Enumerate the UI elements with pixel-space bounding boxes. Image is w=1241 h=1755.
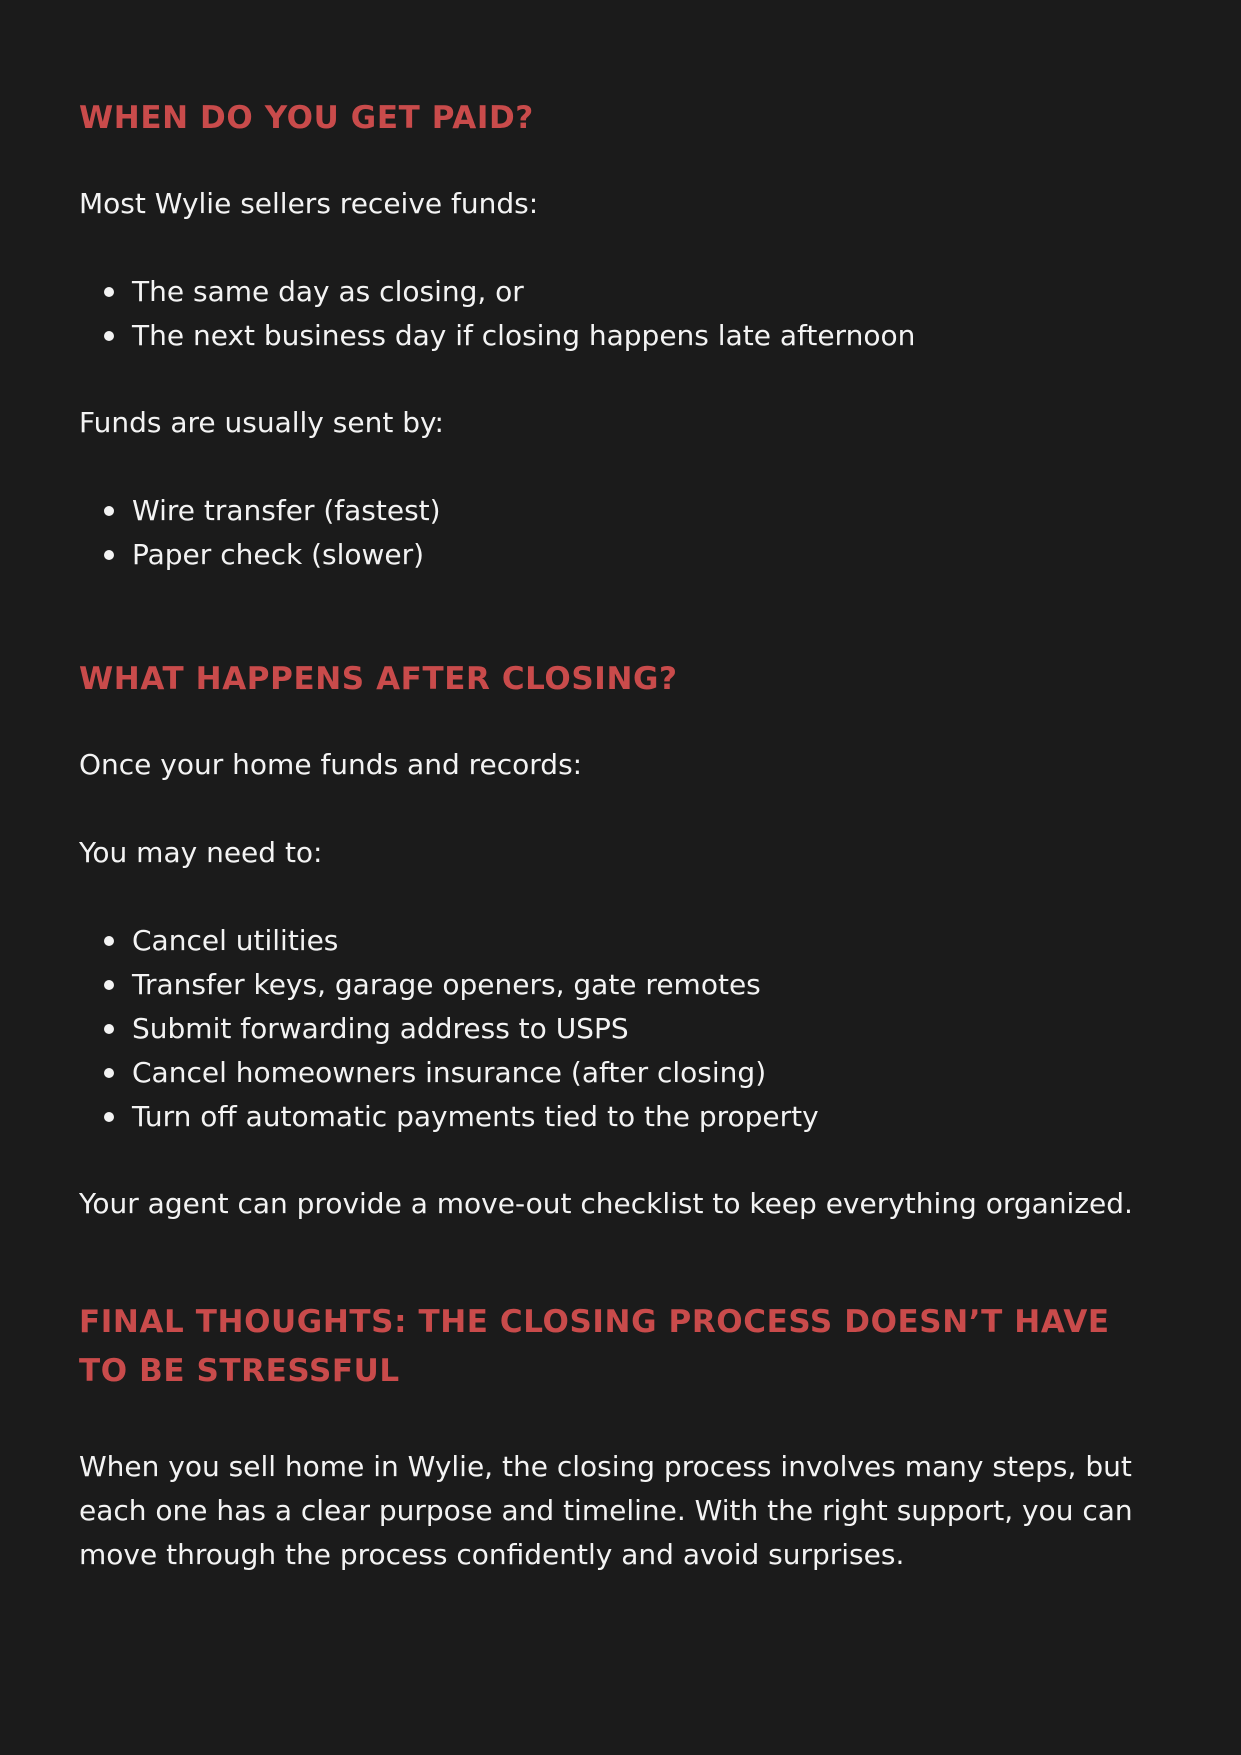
paragraph-funds-method: Funds are usually sent by:: [79, 406, 444, 439]
list-payment-methods: [79, 489, 1169, 577]
list-item: Cancel homeowners insurance (after closing): [132, 1051, 1169, 1095]
paragraph-once-funded: Once your home funds and records:: [79, 748, 583, 781]
bullet-icon: [104, 506, 114, 516]
bullet-icon: [104, 331, 114, 341]
paragraph-may-need: You may need to:: [79, 836, 323, 869]
list-item: Submit forwarding address to USPS: [132, 1007, 1169, 1051]
bullet-icon: [104, 980, 114, 990]
list-post-closing-tasks: [79, 919, 1169, 1139]
list-item: The next business day if closing happens late afternoon: [132, 314, 1169, 358]
section-heading-final-thoughts: FINAL THOUGHTS: THE CLOSING PROCESS DOESN’T HAVE TO BE STRESSFUL: [79, 1304, 1110, 1389]
list-item: Cancel utilities: [132, 919, 1169, 963]
bullet-icon: [104, 1112, 114, 1122]
paragraph-agent-checklist: Your agent can provide a move-out checklist to keep everything organized.: [79, 1187, 1133, 1220]
section-heading-when-paid: WHEN DO YOU GET PAID?: [79, 100, 534, 136]
bullet-icon: [104, 550, 114, 560]
list-payment-timing: [79, 270, 1169, 358]
bullet-icon: [104, 1068, 114, 1078]
paragraph-funds-intro: Most Wylie sellers receive funds:: [79, 187, 539, 220]
bullet-icon: [104, 1024, 114, 1034]
paragraph-final-summary: When you sell home in Wylie, the closing process involves many steps, but each one has a clear purpose and timeline. With the right support, you can move through the process confidently and avoid surprises.: [79, 1450, 1133, 1571]
list-item: Transfer keys, garage openers, gate remotes: [132, 963, 1169, 1007]
list-item: Paper check (slower): [132, 533, 1169, 577]
list-item: Wire transfer (fastest): [132, 489, 1169, 533]
list-item: Turn off automatic payments tied to the property: [132, 1095, 1169, 1139]
list-item: The same day as closing, or: [132, 270, 1169, 314]
article-content: [79, 0, 1169, 1577]
bullet-icon: [104, 287, 114, 297]
section-heading-after-closing: WHAT HAPPENS AFTER CLOSING?: [79, 661, 678, 697]
bullet-icon: [104, 936, 114, 946]
